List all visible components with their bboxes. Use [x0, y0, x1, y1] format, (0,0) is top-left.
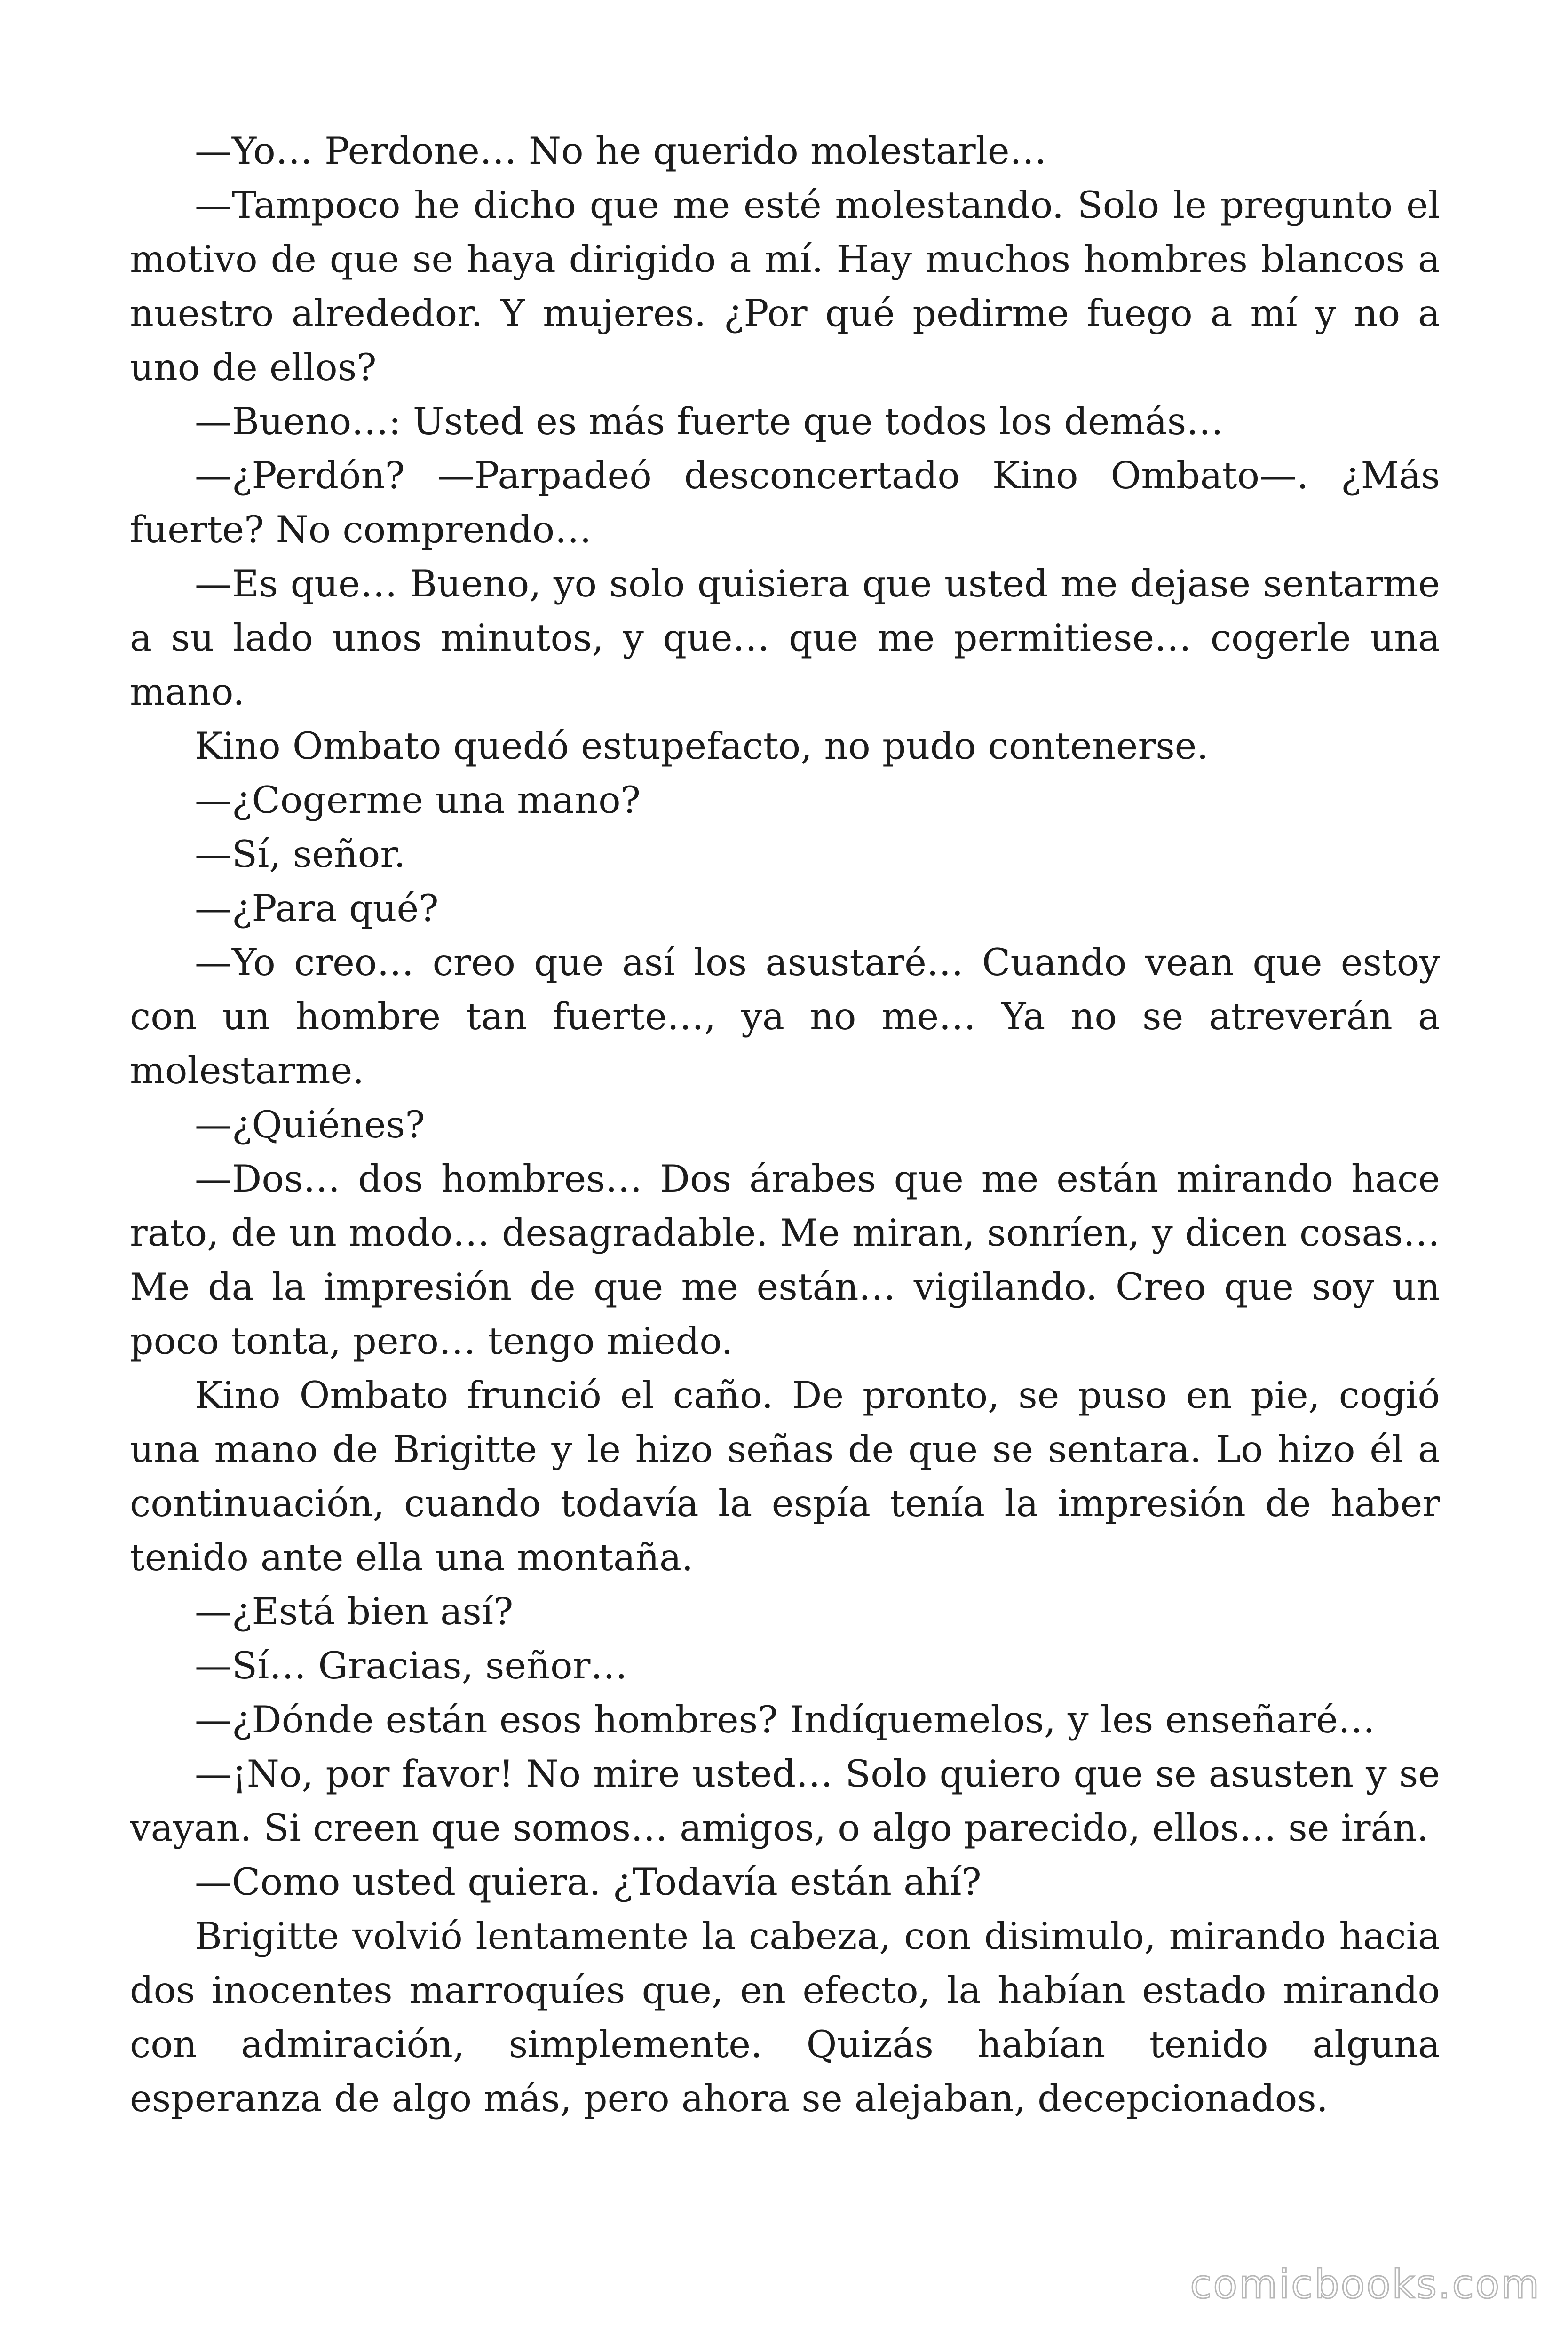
paragraph: Brigitte volvió lentamente la cabeza, con disimulo, mirando hacia dos inocentes marroquíes que, en efecto, la habían estado mirando con admiración, simplemente. Quizás habían tenido alguna esperanza de algo más, pero ahora se alejaban, decepcionados.	[130, 1915, 1440, 2120]
paragraph: —Yo… Perdone… No he querido molestarle…	[195, 129, 1047, 173]
paragraph: —¡No, por favor! No mire usted… Solo quiero que se asusten y se vayan. Si creen que somos… amigos, o algo parecido, ellos… se irán.	[130, 1752, 1440, 1850]
document-page	[130, 124, 1440, 2222]
paragraph: —Sí, señor.	[195, 833, 406, 876]
paragraph: —Yo creo… creo que así los asustaré… Cuando vean que estoy con un hombre tan fuerte…, ya no me… Ya no se atreverán a molestarme.	[130, 941, 1440, 1092]
paragraph: —Como usted quiera. ¿Todavía están ahí?	[195, 1860, 982, 1904]
paragraph: —¿Para qué?	[195, 887, 439, 930]
paragraph: —Bueno…: Usted es más fuerte que todos los demás…	[195, 400, 1224, 443]
paragraph: Kino Ombato quedó estupefacto, no pudo contenerse.	[195, 724, 1209, 768]
paragraph: Kino Ombato frunció el caño. De pronto, se puso en pie, cogió una mano de Brigitte y le hizo señas de que se sentara. Lo hizo él a continuación, cuando todavía la espía tenía la impresión de haber tenido ante ella una montaña.	[130, 1374, 1440, 1579]
paragraph: —Sí… Gracias, señor…	[195, 1644, 628, 1687]
paragraph: —Es que… Bueno, yo solo quisiera que usted me dejase sentarme a su lado unos minutos, y que… que me permitiese… cogerle una mano.	[130, 562, 1440, 714]
watermark: comicbooks.com	[1190, 2261, 1541, 2307]
paragraph: —Tampoco he dicho que me esté molestando. Solo le pregunto el motivo de que se haya dirigido a mí. Hay muchos hombres blancos a nuestro alrededor. Y mujeres. ¿Por qué pedirme fuego a mí y no a uno de ellos?	[130, 183, 1440, 389]
paragraph: —Dos… dos hombres… Dos árabes que me están mirando hace rato, de un modo… desagradable. Me miran, sonríen, y dicen cosas… Me da la impresión de que me están… vigilando. Creo que soy un poco tonta, pero… tengo miedo.	[130, 1157, 1440, 1363]
paragraph: —¿Perdón? —Parpadeó desconcertado Kino Ombato—. ¿Más fuerte? No comprendo…	[130, 454, 1440, 551]
paragraph: —¿Dónde están esos hombres? Indíquemelos, y les enseñaré…	[195, 1698, 1375, 1741]
paragraph: —¿Está bien así?	[195, 1590, 514, 1633]
paragraph: —¿Quiénes?	[195, 1103, 425, 1146]
paragraph: —¿Cogerme una mano?	[195, 779, 641, 822]
